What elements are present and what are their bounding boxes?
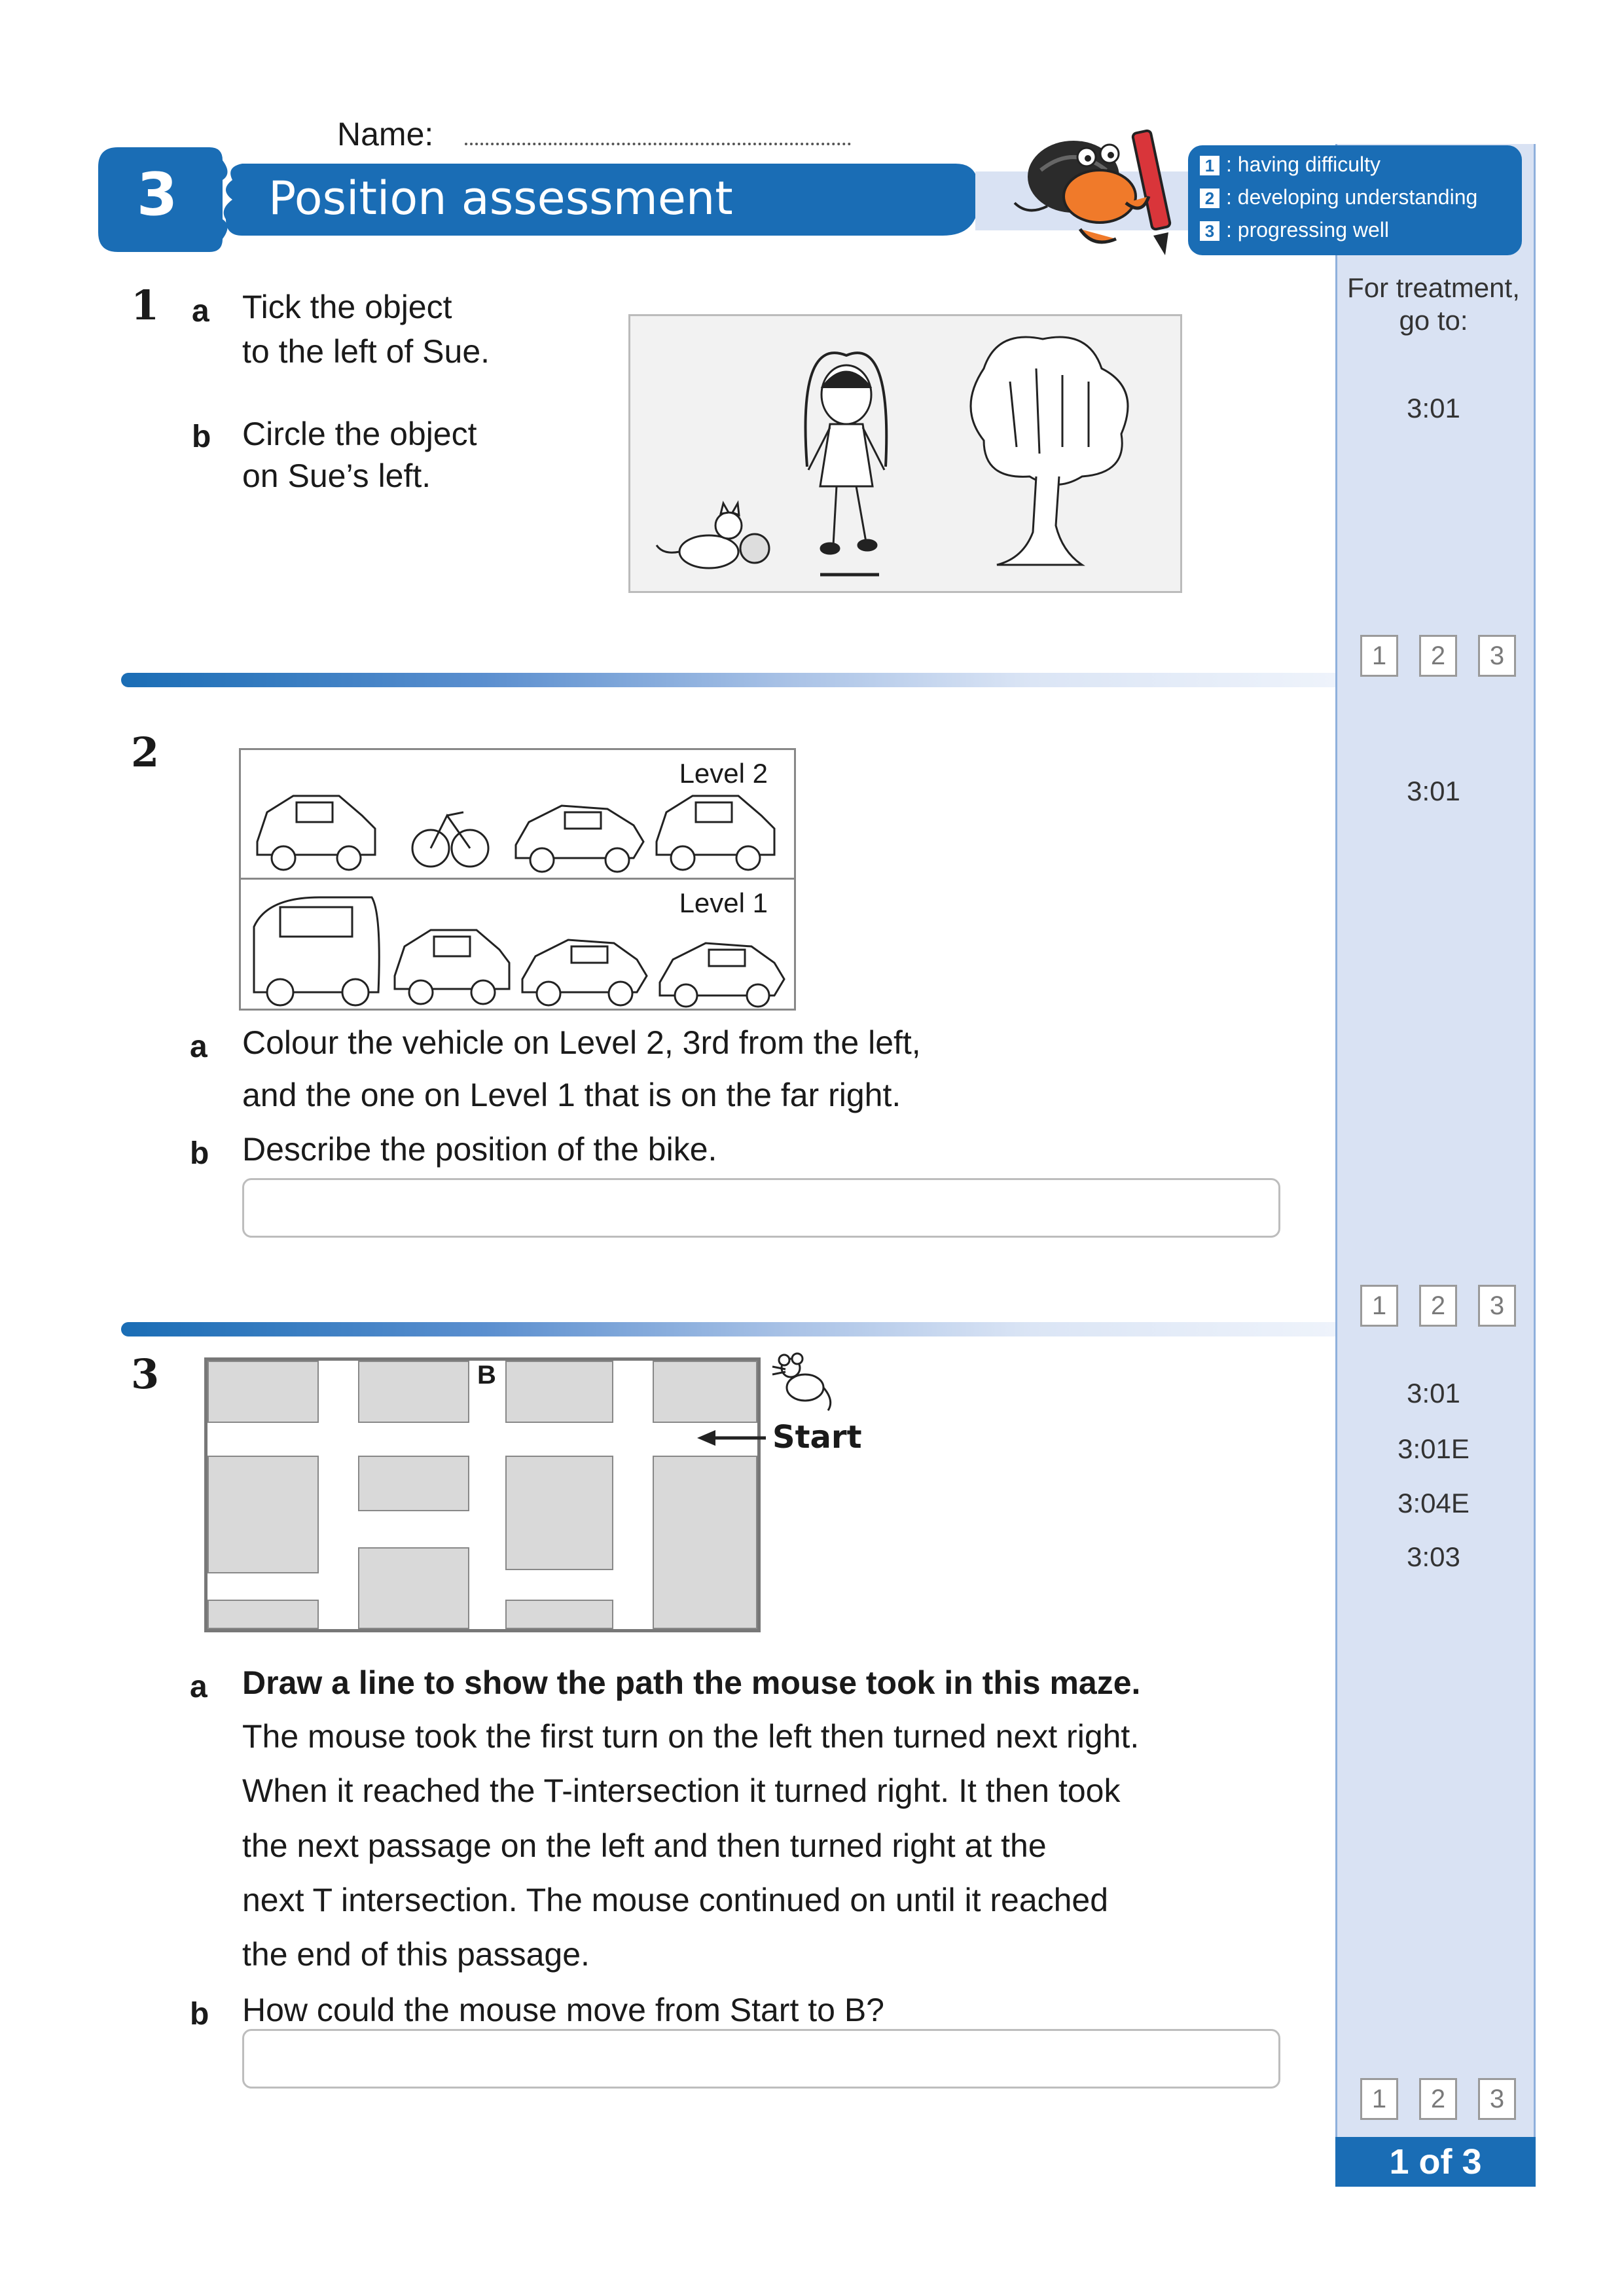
rating-box-2[interactable]: 2 [1419,1285,1457,1327]
rating-box-1[interactable]: 1 [1360,635,1398,677]
q1b-text: Circle the object [242,416,477,452]
page-indicator: 1 of 3 [1335,2137,1536,2187]
part-letter: b [190,1136,209,1171]
legend-num: 3 [1200,221,1219,241]
legend-label: : having difficulty [1226,152,1380,176]
q1-treatment-ref: 3:01 [1407,393,1460,423]
part-letter: a [192,294,209,329]
maze-wall [208,1361,319,1423]
maze-wall [505,1456,613,1570]
legend-item-2 [1200,181,1510,213]
unit-number: 3 [136,160,178,229]
maze-wall [358,1361,469,1423]
maze-point-b: B [477,1361,496,1390]
part-letter: a [190,1030,208,1064]
question-number: 2 [131,728,160,776]
q3a-text: The mouse took the first turn on the left then turned next right. [242,1718,1140,1755]
name-label: Name: [337,116,434,152]
q3-treatment-ref: 3:01 [1407,1378,1460,1408]
bicycle-icon [412,812,488,867]
vehicles-illustration [241,750,794,1009]
q3-treatment-ref: 3:01E [1398,1433,1470,1464]
car-icon [660,943,784,1007]
car-icon [516,806,643,872]
q3-treatment-ref: 3:04E [1398,1488,1470,1518]
q3b-answer-field[interactable] [242,2029,1280,2089]
rating-box-2[interactable]: 2 [1419,635,1457,677]
q1-illustration-frame [628,314,1182,593]
part-letter: a [190,1670,208,1704]
start-label: Start [772,1419,862,1456]
maze-wall [208,1600,319,1629]
maze-wall [653,1361,757,1423]
part-letter: b [192,420,211,454]
rating-box-1[interactable]: 1 [1360,2078,1398,2120]
legend-item-1 [1200,148,1510,181]
page-title: Position assessment [268,171,733,225]
mouse-icon [766,1348,838,1414]
q2a-text: and the one on Level 1 that is on the far right. [242,1077,901,1113]
question-number: 1 [131,281,160,329]
section-divider [121,1322,1335,1336]
car-icon [395,930,509,1004]
car-icon [657,796,774,870]
q2b-text: Describe the position of the bike. [242,1131,717,1168]
maze-wall [653,1456,757,1629]
rating-box-1[interactable]: 1 [1360,1285,1398,1327]
q2-treatment-ref: 3:01 [1407,776,1460,806]
maze-wall [358,1456,469,1511]
q3a-text: the next passage on the left and then turned right at the [242,1827,1047,1864]
rating-box-3[interactable]: 3 [1478,2078,1516,2120]
sidebar-heading: For treatment, go to: [1347,272,1520,336]
legend-num: 2 [1200,188,1219,208]
question-number: 3 [131,1350,160,1398]
sue-figure-icon [806,353,887,575]
q1a-text: to the left of Sue. [242,333,490,370]
maze-wall [505,1600,613,1629]
crab-mascot-illustration [1001,118,1198,262]
legend-item-3 [1200,213,1510,246]
q3a-text: When it reached the T-intersection it turned right. It then took [242,1772,1121,1809]
tree-icon [971,337,1128,565]
rating-box-3[interactable]: 3 [1478,635,1516,677]
q1b-text: on Sue’s left. [242,457,431,494]
maze-wall [505,1361,613,1423]
sue-scene-illustration [630,316,1180,591]
q3b-text: How could the mouse move from Start to B? [242,1992,884,2028]
q3a-text: next T intersection. The mouse continued on until it reached [242,1882,1109,1918]
level-1-label: Level 1 [679,888,768,918]
rating-box-2[interactable]: 2 [1419,2078,1457,2120]
q3a-instruction: Draw a line to show the path the mouse took in this maze. [242,1664,1141,1701]
q2a-text: Colour the vehicle on Level 2, 3rd from the left, [242,1024,921,1061]
treatment-sidebar [1335,144,1536,2179]
cat-icon [657,503,769,568]
legend-label: : developing understanding [1226,185,1478,209]
car-icon [522,940,647,1005]
van-icon [254,897,379,1005]
maze-wall [358,1547,469,1629]
q3-treatment-ref: 3:03 [1407,1541,1460,1572]
maze-wall [208,1456,319,1573]
part-letter: b [190,1997,209,2032]
q1a-text: Tick the object [242,289,452,325]
rating-box-3[interactable]: 3 [1478,1285,1516,1327]
car-icon [257,796,375,870]
start-arrow-icon [697,1428,769,1448]
legend-num: 1 [1200,156,1219,175]
rating-legend [1188,145,1522,255]
legend-label: : progressing well [1226,218,1389,242]
q2b-answer-field[interactable] [242,1178,1280,1238]
level-2-label: Level 2 [679,758,768,789]
q3a-text: the end of this passage. [242,1936,590,1973]
maze-diagram [204,1357,761,1632]
parking-levels-frame [239,748,796,1011]
section-divider [121,673,1335,687]
